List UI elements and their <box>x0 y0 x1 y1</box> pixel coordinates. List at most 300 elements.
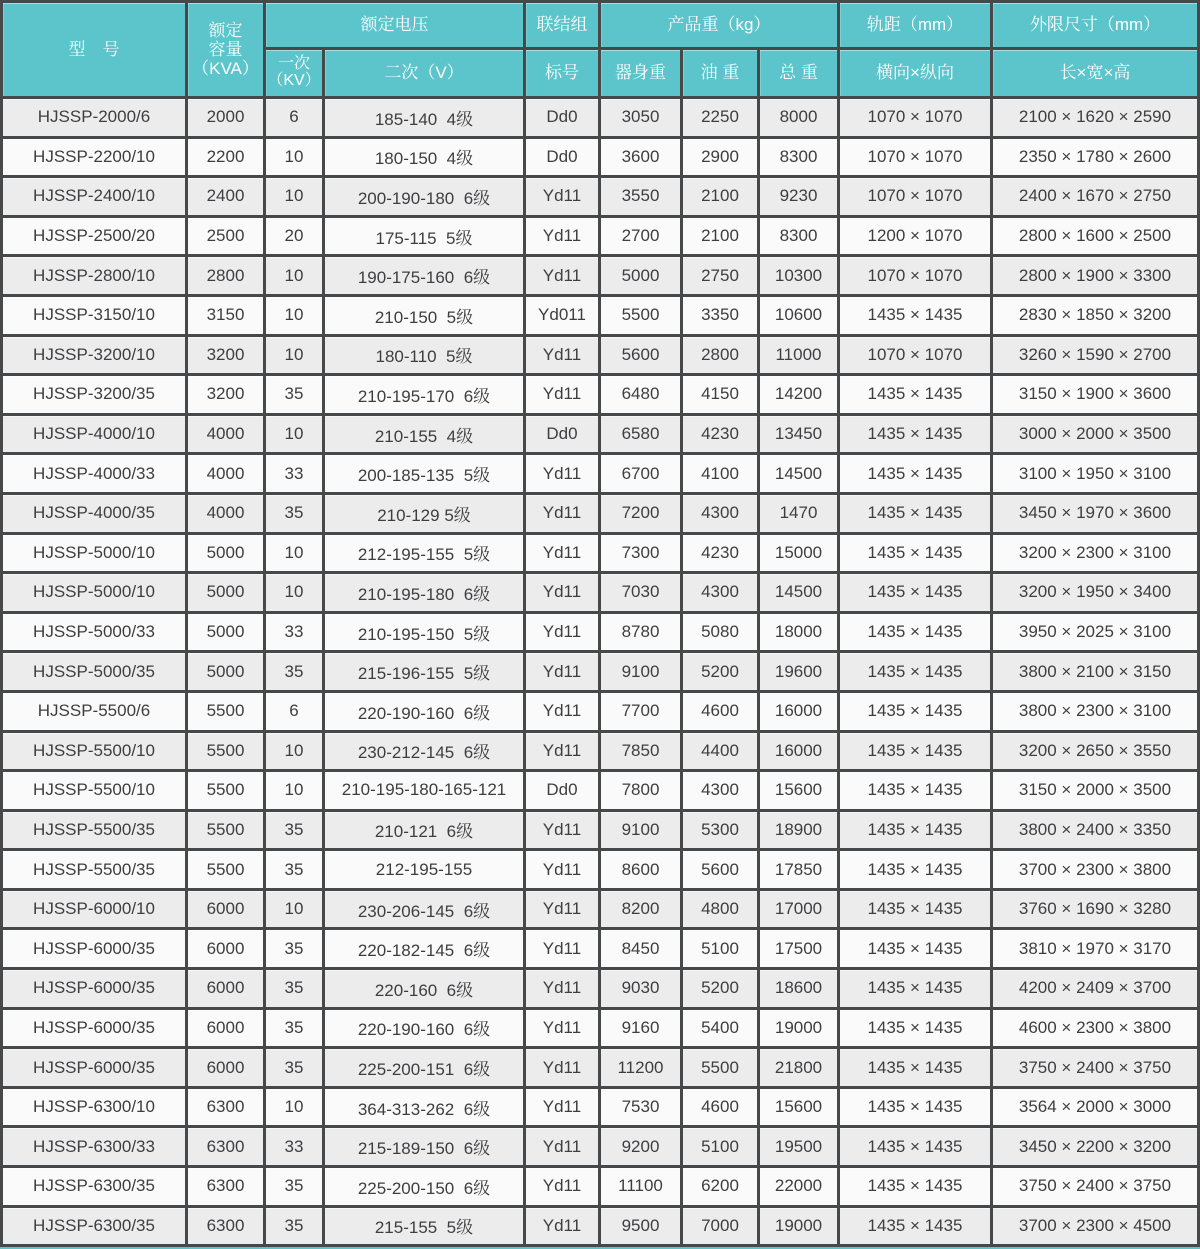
table-cell: 10 <box>266 257 322 294</box>
table-cell: 10 <box>266 1089 322 1126</box>
table-cell: 10 <box>266 733 322 770</box>
table-cell: 10 <box>266 139 322 176</box>
table-cell: 2900 <box>683 139 757 176</box>
table-cell: 215-196-155 5级 <box>325 653 523 690</box>
table-cell: 4800 <box>683 891 757 928</box>
table-cell: 10600 <box>760 297 837 334</box>
table-cell: Yd11 <box>526 1168 598 1205</box>
table-cell: 3200 <box>188 376 263 413</box>
table-cell: 4600 × 2300 × 3800 <box>993 1010 1197 1047</box>
table-cell: 3800 × 2100 × 3150 <box>993 653 1197 690</box>
table-cell: 210-195-180-165-121 <box>325 772 523 809</box>
table-cell: 1200 × 1070 <box>840 218 990 255</box>
header-secondary-voltage <box>325 50 523 96</box>
table-cell: 200-190-180 6级 <box>325 178 523 215</box>
table-cell: 1435 × 1435 <box>840 574 990 611</box>
table-cell: 11100 <box>601 1168 680 1205</box>
header-rated-capacity <box>188 3 263 96</box>
table-cell: 14500 <box>760 455 837 492</box>
table-cell: Yd11 <box>526 693 598 730</box>
table-cell: 4000 <box>188 416 263 453</box>
table-cell: 5000 <box>188 614 263 651</box>
table-cell: 4150 <box>683 376 757 413</box>
table-cell: 225-200-151 6级 <box>325 1049 523 1086</box>
table-cell: 2800 × 1900 × 3300 <box>993 257 1197 294</box>
table-cell: 1435 × 1435 <box>840 1089 990 1126</box>
table-cell: 6300 <box>188 1168 263 1205</box>
table-cell: 6580 <box>601 416 680 453</box>
table-cell: 4600 <box>683 693 757 730</box>
table-cell: 19600 <box>760 653 837 690</box>
table-cell: 6000 <box>188 891 263 928</box>
table-cell: 6300 <box>188 1089 263 1126</box>
table-cell: 5500 <box>683 1049 757 1086</box>
model-cell: HJSSP-5000/33 <box>3 614 185 651</box>
table-cell: 15000 <box>760 535 837 572</box>
table-cell: 5080 <box>683 614 757 651</box>
table-cell: 2250 <box>683 99 757 136</box>
header-rated-voltage-label: 额定电压 <box>360 15 429 35</box>
table-cell: 4230 <box>683 535 757 572</box>
table-cell: 210-195-150 5级 <box>325 614 523 651</box>
table-cell: 3200 × 1950 × 3400 <box>993 574 1197 611</box>
table-cell: 10 <box>266 337 322 374</box>
table-cell: 7000 <box>683 1208 757 1245</box>
model-cell: HJSSP-5500/6 <box>3 693 185 730</box>
table-cell: 7800 <box>601 772 680 809</box>
table-cell: 7300 <box>601 535 680 572</box>
table-cell: 10 <box>266 178 322 215</box>
model-cell: HJSSP-3200/35 <box>3 376 185 413</box>
model-cell: HJSSP-6000/35 <box>3 930 185 967</box>
table-cell: 10 <box>266 772 322 809</box>
table-cell: 210-195-170 6级 <box>325 376 523 413</box>
table-cell: 5500 <box>188 851 263 888</box>
table-cell: 16000 <box>760 693 837 730</box>
header-product-weight-label: 产品重（kg） <box>667 15 771 35</box>
table-cell: Yd11 <box>526 178 598 215</box>
model-cell: HJSSP-4000/33 <box>3 455 185 492</box>
table-cell: 9100 <box>601 812 680 849</box>
table-cell: 3700 × 2300 × 3800 <box>993 851 1197 888</box>
model-cell: HJSSP-6000/10 <box>3 891 185 928</box>
table-cell: 13450 <box>760 416 837 453</box>
table-cell: 200-185-135 5级 <box>325 455 523 492</box>
table-cell: 2000 <box>188 99 263 136</box>
table-cell: 4000 <box>188 455 263 492</box>
table-cell: 2100 <box>683 178 757 215</box>
table-cell: 3150 <box>188 297 263 334</box>
model-cell: HJSSP-6300/35 <box>3 1168 185 1205</box>
table-cell: 210-155 4级 <box>325 416 523 453</box>
table-cell: 1070 × 1070 <box>840 178 990 215</box>
table-cell: 5000 <box>188 653 263 690</box>
table-cell: 1435 × 1435 <box>840 1049 990 1086</box>
table-cell: 9100 <box>601 653 680 690</box>
table-cell: 6480 <box>601 376 680 413</box>
header-capacity-line2: 容量 <box>208 39 243 59</box>
header-oil-weight-label: 油 重 <box>700 63 740 83</box>
model-cell: HJSSP-5500/10 <box>3 733 185 770</box>
table-cell: 3050 <box>601 99 680 136</box>
table-cell: 35 <box>266 376 322 413</box>
table-cell: 3950 × 2025 × 3100 <box>993 614 1197 651</box>
table-cell: 5400 <box>683 1010 757 1047</box>
table-cell: 220-190-160 6级 <box>325 693 523 730</box>
table-cell: 1435 × 1435 <box>840 1010 990 1047</box>
table-cell: 11000 <box>760 337 837 374</box>
table-cell: 22000 <box>760 1168 837 1205</box>
table-cell: 6 <box>266 693 322 730</box>
table-cell: 1070 × 1070 <box>840 99 990 136</box>
table-cell: 3550 <box>601 178 680 215</box>
table-cell: 16000 <box>760 733 837 770</box>
table-cell: 4000 <box>188 495 263 532</box>
model-cell: HJSSP-4000/35 <box>3 495 185 532</box>
header-capacity-line1: 额定 <box>208 20 243 40</box>
header-total-weight-label: 总 重 <box>779 63 818 83</box>
table-cell: 5500 <box>188 772 263 809</box>
model-cell: HJSSP-5000/10 <box>3 574 185 611</box>
model-cell: HJSSP-6300/33 <box>3 1128 185 1165</box>
table-cell: Yd11 <box>526 1049 598 1086</box>
table-cell: 215-155 5级 <box>325 1208 523 1245</box>
table-cell: 180-150 4级 <box>325 139 523 176</box>
table-cell: 1435 × 1435 <box>840 693 990 730</box>
table-cell: 7850 <box>601 733 680 770</box>
table-cell: 1435 × 1435 <box>840 772 990 809</box>
table-cell: Yd11 <box>526 337 598 374</box>
table-cell: 18000 <box>760 614 837 651</box>
header-connection-group <box>526 3 598 47</box>
table-cell: 8450 <box>601 930 680 967</box>
model-cell: HJSSP-4000/10 <box>3 416 185 453</box>
table-cell: 4100 <box>683 455 757 492</box>
table-cell: 17850 <box>760 851 837 888</box>
table-cell: 210-121 6级 <box>325 812 523 849</box>
table-cell: 8300 <box>760 139 837 176</box>
table-cell: 7700 <box>601 693 680 730</box>
table-cell: 8600 <box>601 851 680 888</box>
table-cell: 1435 × 1435 <box>840 416 990 453</box>
table-cell: 17000 <box>760 891 837 928</box>
model-cell: HJSSP-6000/35 <box>3 1010 185 1047</box>
table-cell: 5600 <box>601 337 680 374</box>
header-rail-gauge-label: 轨距（mm） <box>866 15 964 35</box>
table-cell: 9200 <box>601 1128 680 1165</box>
table-cell: 33 <box>266 1128 322 1165</box>
header-connection-label <box>526 50 598 96</box>
model-cell: HJSSP-6000/35 <box>3 1049 185 1086</box>
header-connection-line2: 标号 <box>545 63 579 83</box>
table-cell: 6700 <box>601 455 680 492</box>
table-cell: 2100 × 1620 × 2590 <box>993 99 1197 136</box>
table-cell: 4300 <box>683 574 757 611</box>
table-cell: 2700 <box>601 218 680 255</box>
table-cell: 2750 <box>683 257 757 294</box>
table-cell: 35 <box>266 1049 322 1086</box>
table-cell: 5200 <box>683 970 757 1007</box>
table-cell: Yd11 <box>526 812 598 849</box>
table-cell: 7200 <box>601 495 680 532</box>
table-cell: Yd11 <box>526 1128 598 1165</box>
header-primary-voltage <box>266 50 322 96</box>
header-connection-line1: 联结组 <box>536 15 588 35</box>
table-cell: 14200 <box>760 376 837 413</box>
table-cell: 35 <box>266 653 322 690</box>
table-cell: 230-212-145 6级 <box>325 733 523 770</box>
table-cell: 1435 × 1435 <box>840 297 990 334</box>
table-cell: 17500 <box>760 930 837 967</box>
table-cell: 220-190-160 6级 <box>325 1010 523 1047</box>
table-cell: 21800 <box>760 1049 837 1086</box>
table-cell: Yd11 <box>526 535 598 572</box>
table-cell: 364-313-262 6级 <box>325 1089 523 1126</box>
table-cell: 4400 <box>683 733 757 770</box>
header-product-weight-group <box>601 3 837 47</box>
table-cell: 6000 <box>188 1049 263 1086</box>
table-cell: 1435 × 1435 <box>840 1208 990 1245</box>
table-cell: 3200 <box>188 337 263 374</box>
table-cell: 8000 <box>760 99 837 136</box>
table-cell: 9160 <box>601 1010 680 1047</box>
table-cell: Yd11 <box>526 257 598 294</box>
table-cell: 1435 × 1435 <box>840 891 990 928</box>
table-cell: 3200 × 2650 × 3550 <box>993 733 1197 770</box>
table-cell: 35 <box>266 930 322 967</box>
table-cell: 6000 <box>188 1010 263 1047</box>
table-cell: 4300 <box>683 495 757 532</box>
model-cell: HJSSP-2200/10 <box>3 139 185 176</box>
model-cell: HJSSP-2000/6 <box>3 99 185 136</box>
table-cell: 6300 <box>188 1128 263 1165</box>
table-cell: 2800 <box>683 337 757 374</box>
model-cell: HJSSP-5000/10 <box>3 535 185 572</box>
table-cell: 5500 <box>188 733 263 770</box>
table-cell: 212-195-155 5级 <box>325 535 523 572</box>
table-cell: Yd11 <box>526 851 598 888</box>
header-rail-gauge-sub-label: 横向×纵向 <box>876 63 954 83</box>
table-cell: 230-206-145 6级 <box>325 891 523 928</box>
table-cell: 1070 × 1070 <box>840 337 990 374</box>
model-cell: HJSSP-3200/10 <box>3 337 185 374</box>
table-cell: 6200 <box>683 1168 757 1205</box>
model-cell: HJSSP-2400/10 <box>3 178 185 215</box>
table-cell: 18900 <box>760 812 837 849</box>
model-cell: HJSSP-2500/20 <box>3 218 185 255</box>
table-cell: 35 <box>266 1168 322 1205</box>
table-cell: 19000 <box>760 1010 837 1047</box>
table-cell: Yd11 <box>526 1010 598 1047</box>
table-cell: 35 <box>266 1010 322 1047</box>
header-capacity-line3: （KVA） <box>192 59 259 79</box>
table-body <box>3 99 1197 1244</box>
table-cell: 5500 <box>188 693 263 730</box>
table-cell: 225-200-150 6级 <box>325 1168 523 1205</box>
table-cell: 33 <box>266 455 322 492</box>
table-cell: 7530 <box>601 1089 680 1126</box>
header-outer-dimensions-group <box>993 3 1197 47</box>
table-cell: 3564 × 2000 × 3000 <box>993 1089 1197 1126</box>
table-cell: 35 <box>266 495 322 532</box>
table-cell: Yd11 <box>526 1089 598 1126</box>
table-cell: 1435 × 1435 <box>840 535 990 572</box>
table-cell: 1435 × 1435 <box>840 970 990 1007</box>
table-cell: 3100 × 1950 × 3100 <box>993 455 1197 492</box>
table-cell: 220-182-145 6级 <box>325 930 523 967</box>
table-cell: 1435 × 1435 <box>840 376 990 413</box>
table-cell: 20 <box>266 218 322 255</box>
header-body-weight <box>601 50 680 96</box>
table-cell: Yd11 <box>526 614 598 651</box>
model-cell: HJSSP-6300/35 <box>3 1208 185 1245</box>
table-cell: Yd11 <box>526 574 598 611</box>
table-cell: Yd11 <box>526 653 598 690</box>
table-cell: 8780 <box>601 614 680 651</box>
table-cell: 1435 × 1435 <box>840 1168 990 1205</box>
table-cell: 3700 × 2300 × 4500 <box>993 1208 1197 1245</box>
table-cell: Yd11 <box>526 495 598 532</box>
table-cell: 2500 <box>188 218 263 255</box>
table-cell: 14500 <box>760 574 837 611</box>
table-cell: Dd0 <box>526 772 598 809</box>
table-cell: 175-115 5级 <box>325 218 523 255</box>
table-cell: 35 <box>266 1208 322 1245</box>
table-header <box>3 3 1197 96</box>
model-cell: HJSSP-6000/35 <box>3 970 185 1007</box>
table-cell: 3350 <box>683 297 757 334</box>
table-cell: 4300 <box>683 772 757 809</box>
table-cell: 19500 <box>760 1128 837 1165</box>
table-cell: Yd11 <box>526 930 598 967</box>
table-cell: 2200 <box>188 139 263 176</box>
model-cell: HJSSP-2800/10 <box>3 257 185 294</box>
table-cell: 2800 <box>188 257 263 294</box>
table-cell: 5200 <box>683 653 757 690</box>
header-rated-voltage-group <box>266 3 523 47</box>
table-cell: 210-150 5级 <box>325 297 523 334</box>
table-cell: 15600 <box>760 772 837 809</box>
table-cell: Dd0 <box>526 99 598 136</box>
table-cell: 3750 × 2400 × 3750 <box>993 1049 1197 1086</box>
table-cell: Dd0 <box>526 139 598 176</box>
header-total-weight <box>760 50 837 96</box>
table-cell: 5000 <box>188 574 263 611</box>
table-cell: 19000 <box>760 1208 837 1245</box>
header-primary-line2: （KV） <box>267 72 321 89</box>
table-cell: 35 <box>266 851 322 888</box>
table-cell: 185-140 4级 <box>325 99 523 136</box>
table-cell: 9030 <box>601 970 680 1007</box>
table-cell: 2350 × 1780 × 2600 <box>993 139 1197 176</box>
table-cell: 10 <box>266 574 322 611</box>
table-cell: 2830 × 1850 × 3200 <box>993 297 1197 334</box>
table-cell: 9230 <box>760 178 837 215</box>
table-cell: 3750 × 2400 × 3750 <box>993 1168 1197 1205</box>
table-cell: Yd11 <box>526 733 598 770</box>
table-cell: 220-160 6级 <box>325 970 523 1007</box>
table-cell: Yd11 <box>526 970 598 1007</box>
header-model-label: 型 号 <box>68 39 120 59</box>
table-cell: 4200 × 2409 × 3700 <box>993 970 1197 1007</box>
table-cell: 3450 × 2200 × 3200 <box>993 1128 1197 1165</box>
table-cell: 10 <box>266 535 322 572</box>
header-outer-dimensions-sub <box>993 50 1197 96</box>
table-cell: 3810 × 1970 × 3170 <box>993 930 1197 967</box>
table-cell: 7030 <box>601 574 680 611</box>
table-cell: 3450 × 1970 × 3600 <box>993 495 1197 532</box>
table-cell: 190-175-160 6级 <box>325 257 523 294</box>
table-cell: 1470 <box>760 495 837 532</box>
table-cell: 4230 <box>683 416 757 453</box>
table-cell: 3150 × 1900 × 3600 <box>993 376 1197 413</box>
table-cell: 6300 <box>188 1208 263 1245</box>
table-cell: 215-189-150 6级 <box>325 1128 523 1165</box>
table-cell: Yd11 <box>526 376 598 413</box>
header-body-weight-label: 器身重 <box>615 63 666 83</box>
header-oil-weight <box>683 50 757 96</box>
header-model <box>3 3 185 96</box>
table-cell: 1435 × 1435 <box>840 614 990 651</box>
table-cell: 1070 × 1070 <box>840 257 990 294</box>
table-cell: 180-110 5级 <box>325 337 523 374</box>
table-cell: 5600 <box>683 851 757 888</box>
table-cell: 1435 × 1435 <box>840 455 990 492</box>
table-cell: 1435 × 1435 <box>840 653 990 690</box>
table-cell: 6000 <box>188 970 263 1007</box>
table-cell: 35 <box>266 970 322 1007</box>
table-cell: 11200 <box>601 1049 680 1086</box>
table-cell: 5100 <box>683 930 757 967</box>
table-cell: 3760 × 1690 × 3280 <box>993 891 1197 928</box>
model-cell: HJSSP-3150/10 <box>3 297 185 334</box>
table-cell: 3150 × 2000 × 3500 <box>993 772 1197 809</box>
table-cell: 10 <box>266 297 322 334</box>
table-cell: 18600 <box>760 970 837 1007</box>
header-rail-gauge-sub <box>840 50 990 96</box>
table-cell: 10 <box>266 416 322 453</box>
table-cell: 8200 <box>601 891 680 928</box>
table-cell: 5500 <box>601 297 680 334</box>
table-cell: 1435 × 1435 <box>840 851 990 888</box>
table-cell: 1070 × 1070 <box>840 139 990 176</box>
table-cell: 3800 × 2300 × 3100 <box>993 693 1197 730</box>
table-cell: 4600 <box>683 1089 757 1126</box>
table-cell: 3200 × 2300 × 3100 <box>993 535 1197 572</box>
table-cell: 3600 <box>601 139 680 176</box>
header-outer-dimensions-label: 外限尺寸（mm） <box>1029 15 1161 35</box>
table-cell: 3260 × 1590 × 2700 <box>993 337 1197 374</box>
table-cell: 5500 <box>188 812 263 849</box>
table-cell: 3000 × 2000 × 3500 <box>993 416 1197 453</box>
table-cell: Yd011 <box>526 297 598 334</box>
table-cell: 8300 <box>760 218 837 255</box>
table-cell: 5100 <box>683 1128 757 1165</box>
table-cell: Dd0 <box>526 416 598 453</box>
header-primary-line1: 一次 <box>277 55 310 73</box>
header-outer-dimensions-sub-label: 长×宽×高 <box>1059 63 1131 83</box>
table-cell: 2100 <box>683 218 757 255</box>
table-cell: 6000 <box>188 930 263 967</box>
model-cell: HJSSP-5500/10 <box>3 772 185 809</box>
table-cell: 35 <box>266 812 322 849</box>
table-cell: 1435 × 1435 <box>840 930 990 967</box>
table-cell: 210-129 5级 <box>325 495 523 532</box>
table-cell: 5000 <box>188 535 263 572</box>
table-cell: 2800 × 1600 × 2500 <box>993 218 1197 255</box>
table-cell: Yd11 <box>526 891 598 928</box>
table-cell: 5300 <box>683 812 757 849</box>
